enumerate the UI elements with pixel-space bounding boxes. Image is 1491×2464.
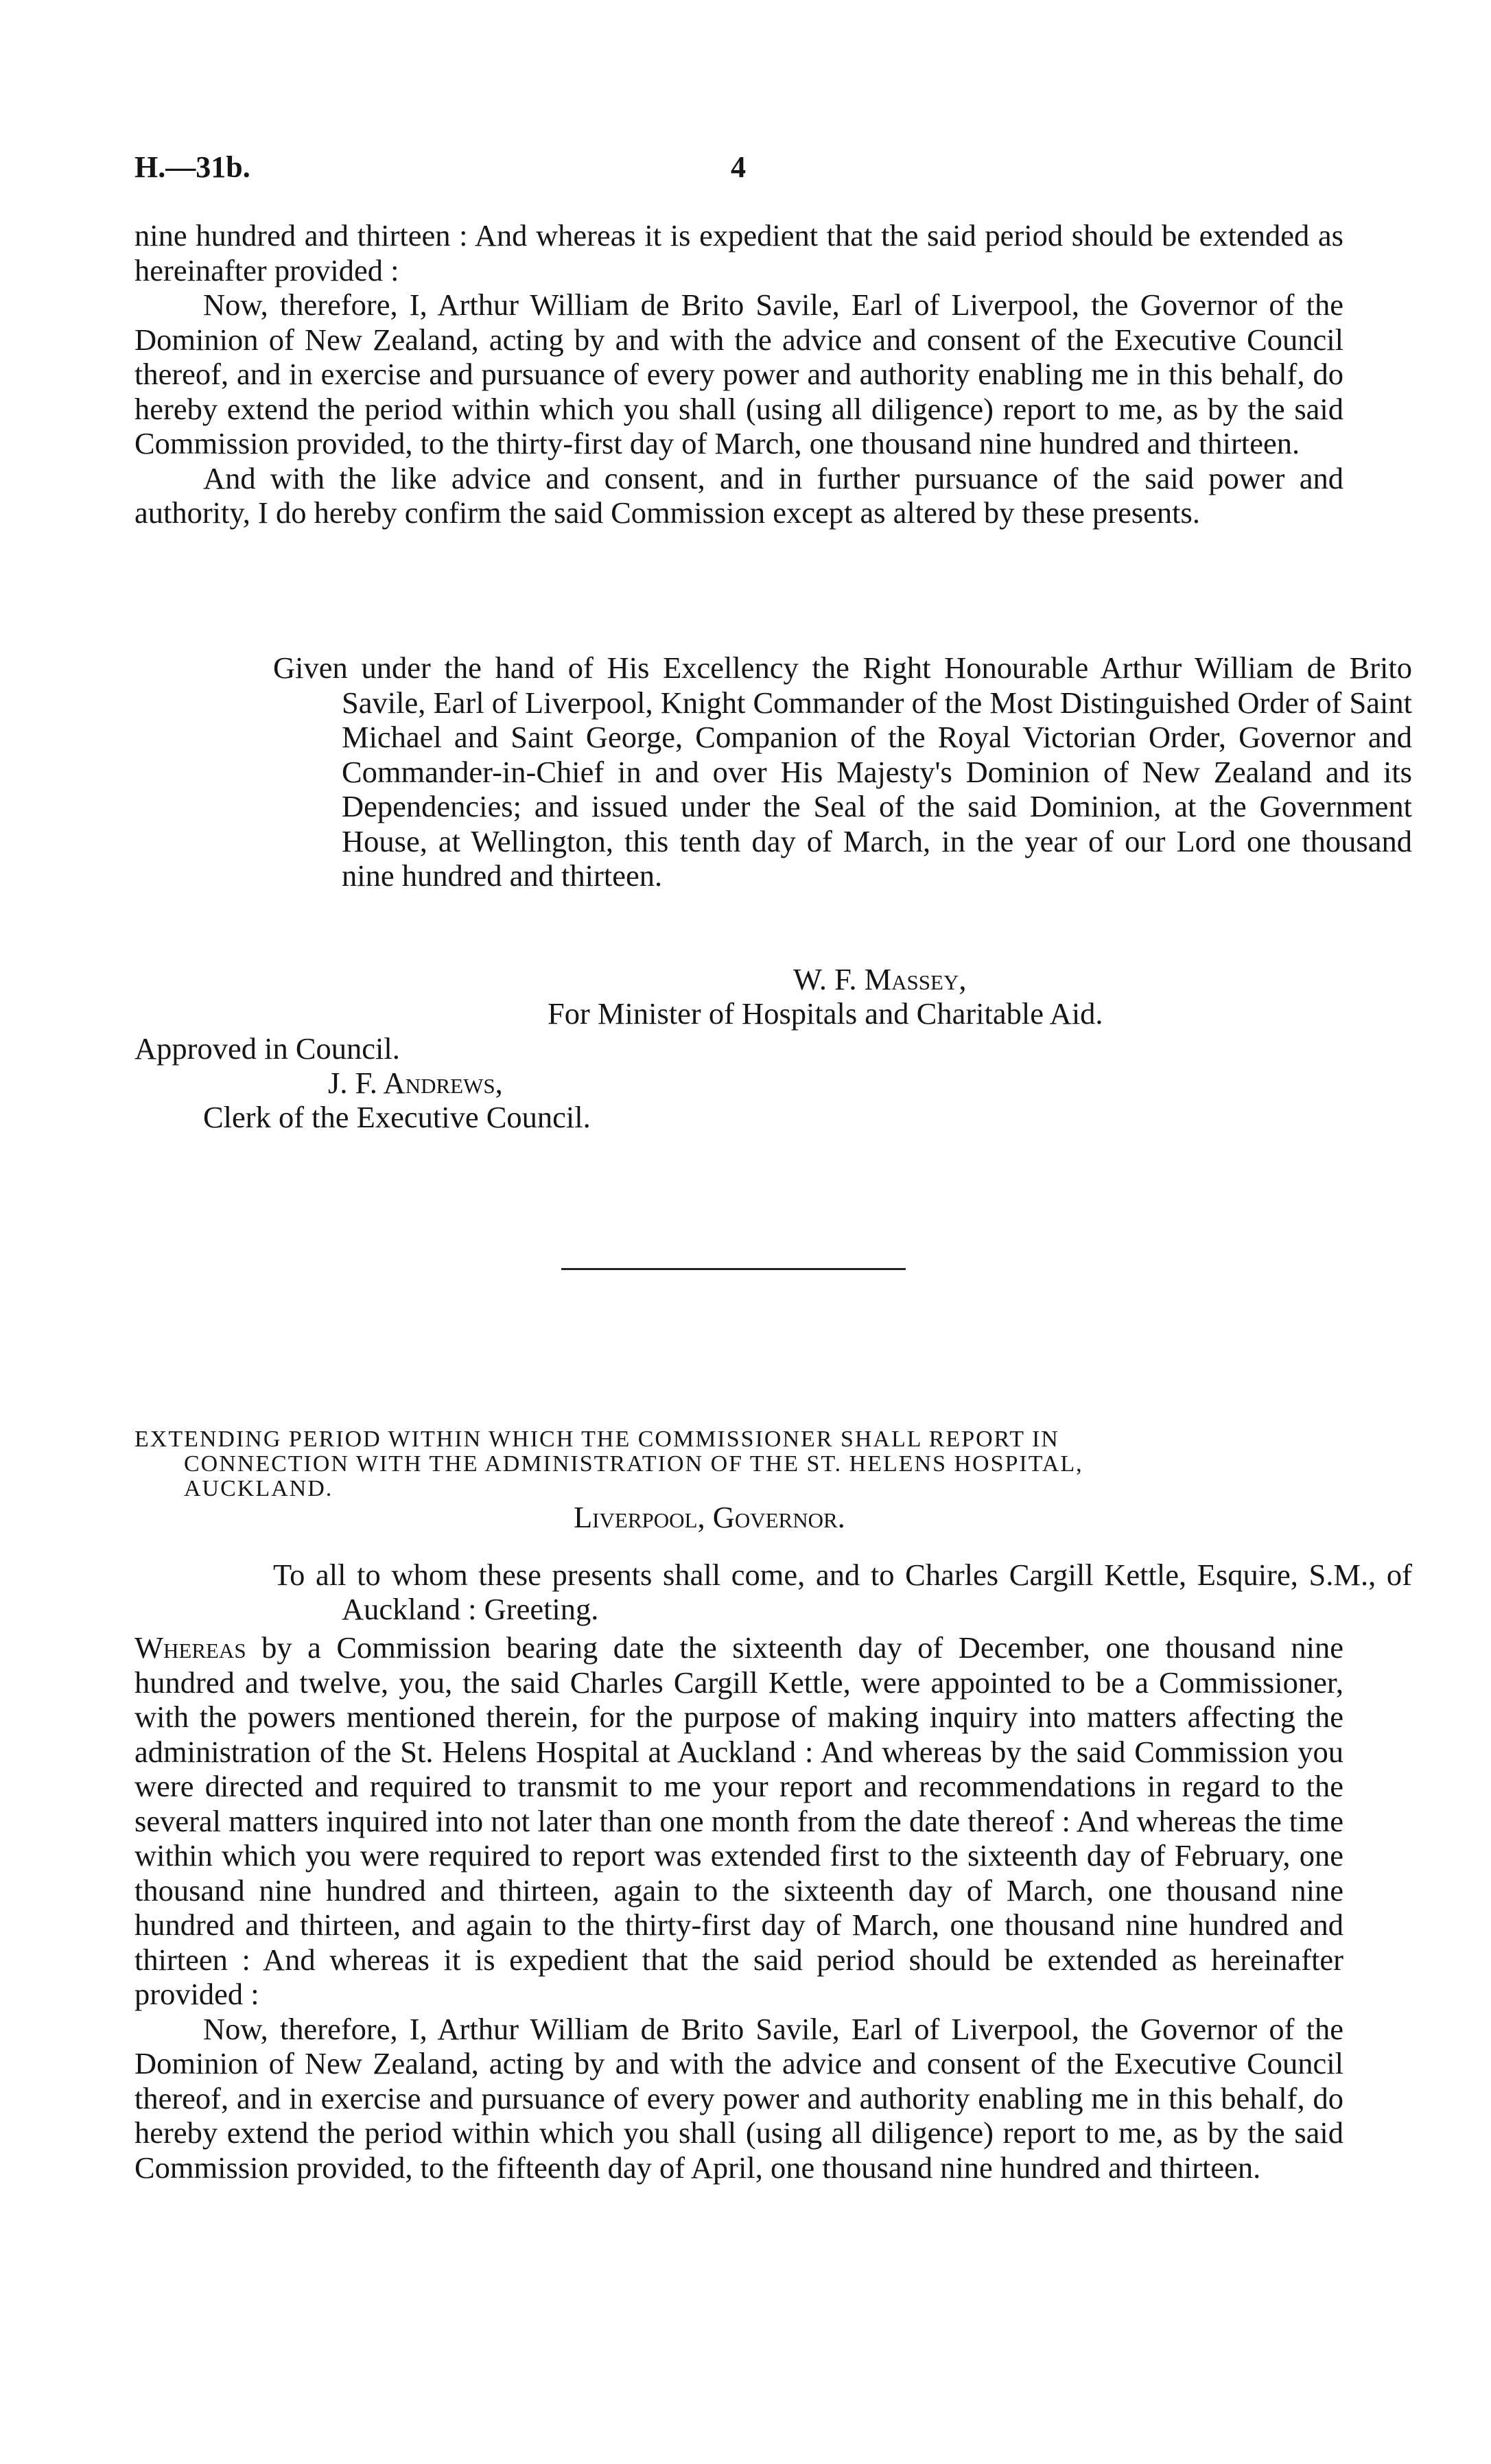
whereas-paragraph (134, 1630, 1343, 2012)
continuation-paragraph: nine hundred and thirteen : And whereas it is expedient that the said period should be extended as hereinafter provided : (134, 218, 1343, 288)
first-proclamation-body (134, 218, 1343, 530)
section-divider (561, 1268, 906, 1270)
clerk-role: Clerk of the Executive Council. (203, 1100, 591, 1134)
signatory-name: W. F. Massey, (793, 962, 967, 996)
signatory-role: For Minister of Hospitals and Charitable Aid. (548, 996, 1103, 1031)
confirm-paragraph: And with the like advice and consent, and in further pursuance of the said power and authority, I do hereby confirm the said Commission except as altered by these presents. (134, 460, 1343, 530)
heading-line-3: AUCKLAND. (184, 1476, 333, 1501)
whereas-word: Whereas (134, 1630, 246, 1665)
whereas-text: by a Commission bearing date the sixteenth day of December, one thousand nine hundred and twelve, you, the said Charles Cargill Kettle, were appointed to be a Commissioner, with the powers mentioned therein, for the purpose of making inquiry into matters affecting the administration of the St. Helens Hospital at Auckland : And whereas by the said Commission you were directed and required to transmit to me your report and recommendations in regard to the several matters inquired into not later than one month from the date thereof : And whereas the time within which you were required to report was extended first to the sixteenth day of February, one thousand nine hundred and thirteen, again to the sixteenth day of March, one thousand nine hundred and thirteen, and again to the thirty-first day of March, one thousand nine hundred and thirteen : And whereas it is expedient that the said period should be extended as hereinafter provided : (134, 1630, 1343, 2011)
governor-signature: Liverpool, Governor. (574, 1500, 845, 1534)
now-therefore-paragraph-2: Now, therefore, I, Arthur William de Brito Savile, Earl of Liverpool, the Governor of the Dominion of New Zealand, acting by and with the advice and consent of the Executive Council thereof, and in exercise and pursuance of every power and authority enabling me in this behalf, do hereby extend the period within which you shall (using all diligence) report to me, as by the said Commission provided, to the fifteenth day of April, one thousand nine hundred and thirteen. (134, 2011, 1343, 2185)
heading-line-2: CONNECTION WITH THE ADMINISTRATION OF THE ST. HELENS HOSPITAL, (184, 1451, 1083, 1477)
document-reference: H.—31b. (134, 150, 250, 184)
section-heading (134, 1427, 1343, 1501)
clerk-name: J. F. Andrews, (328, 1066, 503, 1100)
page-number: 4 (731, 150, 746, 184)
heading-line-1: EXTENDING PERIOD WITHIN WHICH THE COMMISSIONER SHALL REPORT IN (134, 1427, 1059, 1452)
address-paragraph: To all to whom these presents shall come, and to Charles Cargill Kettle, Esquire, S.M., of Auckland : Greeting. (273, 1558, 1412, 1626)
given-under-paragraph: Given under the hand of His Excellency the Right Honourable Arthur William de Brito Savile, Earl of Liverpool, Knight Commander of the Most Distinguished Order of Saint Michael and Saint George, Companion of the Royal Victorian Order, Governor and Commander-in-Chief in and over His Majesty's Dominion of New Zealand and its Dependencies; and issued under the Seal of the said Dominion, at the Government House, at Wellington, this tenth day of March, in the year of our Lord one thousand nine hundred and thirteen. (273, 650, 1412, 893)
second-proclamation-body (134, 1630, 1343, 2185)
now-therefore-paragraph: Now, therefore, I, Arthur William de Brito Savile, Earl of Liverpool, the Governor of the Dominion of New Zealand, acting by and with the advice and consent of the Executive Council thereof, and in exercise and pursuance of every power and authority enabling me in this behalf, do hereby extend the period within which you shall (using all diligence) report to me, as by the said Commission provided, to the thirty-first day of March, one thousand nine hundred and thirteen. (134, 288, 1343, 460)
approved-in-council: Approved in Council. (134, 1031, 400, 1066)
